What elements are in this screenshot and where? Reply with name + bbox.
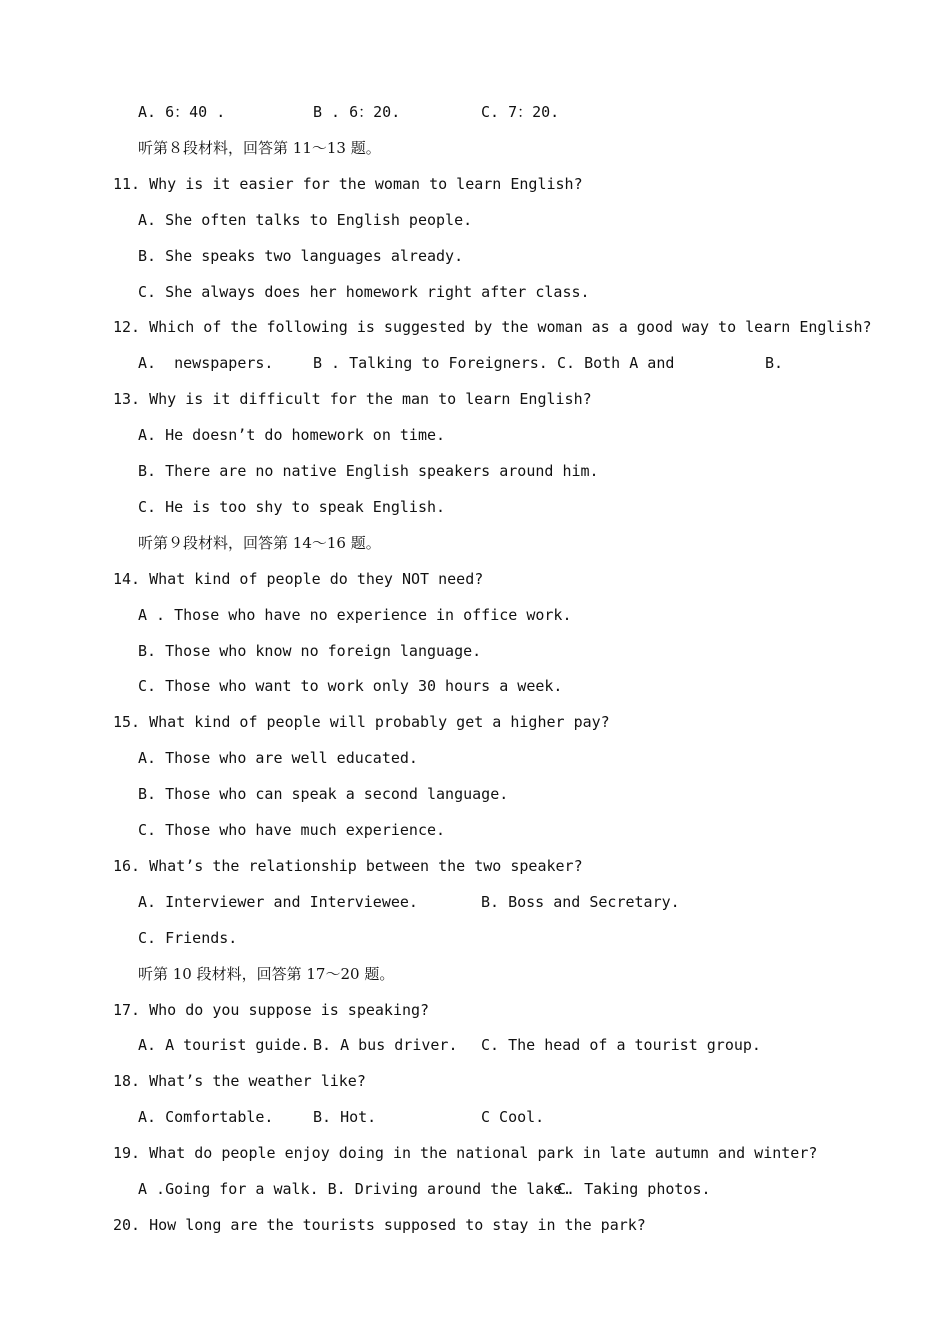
option-text: C. He is too shy to speak English. [138,498,446,516]
option-text: B. Hot. [313,1108,377,1126]
option-text: A . Those who have no experience in office work. [138,606,572,624]
option-text: A. He doesn’t do homework on time. [138,426,446,444]
option-text: A. newspapers. [138,354,274,372]
option-text: C. 7：20. [481,103,560,121]
option-text: A. Those who are well educated. [138,749,418,767]
option-text: C. Friends. [138,929,238,947]
option-text: C. Those who want to work only 30 hours a week. [138,677,563,695]
question-text: 15. What kind of people will probably get a higher pay? [113,713,610,731]
section-instruction: 听第 10 段材料，回答第 17～20 题。 [138,965,395,983]
question-text: 17. Who do you suppose is speaking? [113,1001,430,1019]
section-instruction: 听第８段材料，回答第 11～13 题。 [138,139,381,157]
question-text: 13. Why is it difficult for the man to learn English? [113,390,592,408]
option-text: A. Interviewer and Interviewee. [138,893,418,911]
question-text: 11. Why is it easier for the woman to learn English? [113,175,583,193]
option-text: A .Going for a walk. B. Driving around the lake. [138,1180,572,1198]
option-text: A. A tourist guide. [138,1036,310,1054]
option-text: B . Talking to Foreigners. [313,354,548,372]
question-text: 14. What kind of people do they NOT need? [113,570,484,588]
section-instruction: 听第９段材料，回答第 14～16 题。 [138,534,381,552]
option-text: B. Those who know no foreign language. [138,642,482,660]
question-text: 19. What do people enjoy doing in the national park in late autumn and winter? [113,1144,818,1162]
option-text: C. The head of a tourist group. [481,1036,761,1054]
option-text: B. There are no native English speakers around him. [138,462,599,480]
option-text: C. Those who have much experience. [138,821,446,839]
option-text: A. She often talks to English people. [138,211,473,229]
option-text: C. Both A and [557,354,675,372]
option-text: A. 6：40 . [138,103,226,121]
question-text: 16. What’s the relationship between the two speaker? [113,857,583,875]
option-text: B. She speaks two languages already. [138,247,464,265]
question-text: 20. How long are the tourists supposed to stay in the park? [113,1216,646,1234]
option-text: C. She always does her homework right after class. [138,283,590,301]
option-text: C. Taking photos. [557,1180,711,1198]
question-text: 12. Which of the following is suggested by the woman as a good way to learn English? [113,318,872,336]
option-text: B. [765,354,784,372]
option-text: B. Those who can speak a second language. [138,785,509,803]
option-text: B . 6：20. [313,103,401,121]
option-text: B. A bus driver. [313,1036,458,1054]
option-text: B. Boss and Secretary. [481,893,680,911]
question-text: 18. What’s the weather like? [113,1072,366,1090]
option-text: C Cool. [481,1108,545,1126]
option-text: A. Comfortable. [138,1108,274,1126]
